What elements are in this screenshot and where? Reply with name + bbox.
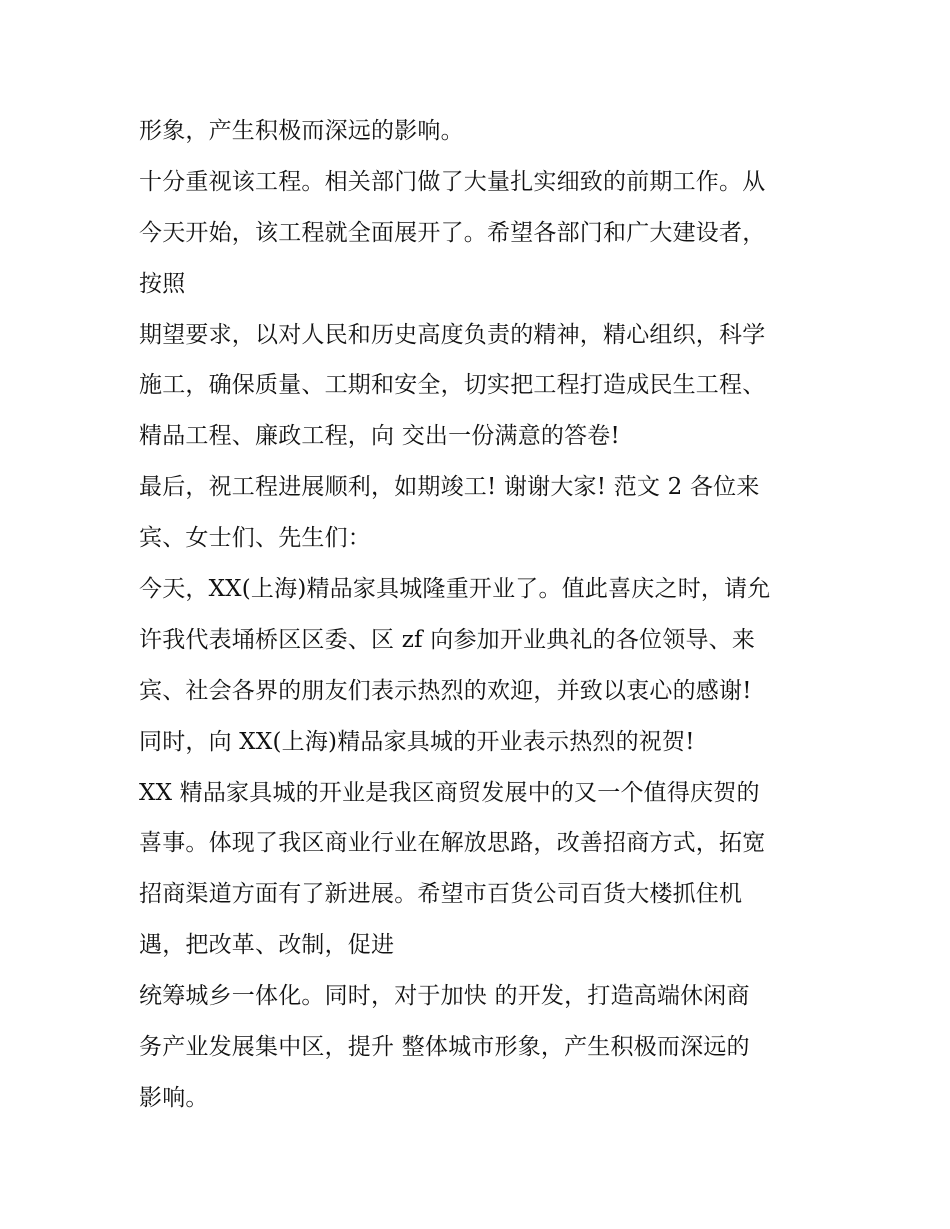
text-line: 十分重视该工程。相关部门做了大量扎实细致的前期工作。从 xyxy=(139,168,766,195)
text-line: 宾、社会各界的朋友们表示热烈的欢迎，并致以衷心的感谢! xyxy=(139,677,752,704)
text-line: 宾、女士们、先生们： xyxy=(139,525,371,552)
text-line: 统筹城乡一体化。同时，对于加快 的开发，打造高端休闲商 xyxy=(139,983,750,1010)
text-line: 许我代表埇桥区区委、区 zf 向参加开业典礼的各位领导、来 xyxy=(139,626,756,653)
text-line: 形象，产生积极而深远的影响。 xyxy=(139,118,464,144)
text-line: 招商渠道方面有了新进展。希望市百货公司百货大楼抓住机 xyxy=(139,881,743,908)
text-line: 施工，确保质量、工期和安全，切实把工程打造成民生工程、 xyxy=(139,372,766,399)
text-line: 影响。 xyxy=(139,1084,209,1111)
document-body xyxy=(139,106,839,1124)
text-line: 期望要求，以对人民和历史高度负责的精神，精心组织，科学 xyxy=(139,321,766,348)
text-line: 今天开始，该工程就全面展开了。希望各部门和广大建设者， xyxy=(139,219,766,246)
text-line: 按照 xyxy=(139,270,186,297)
text-line: 精品工程、廉政工程，向 交出一份满意的答卷! xyxy=(139,423,620,450)
text-line: 务产业发展集中区，提升 整体城市形象，产生积极而深远的 xyxy=(139,1034,750,1061)
text-line: 同时，向 XX(上海)精品家具城的开业表示热烈的祝贺! xyxy=(139,728,695,755)
text-line: XX 精品家具城的开业是我区商贸发展中的又一个值得庆贺的 xyxy=(139,779,760,806)
text-line: 喜事。体现了我区商业行业在解放思路，改善招商方式，拓宽 xyxy=(139,830,766,857)
text-line: 今天，XX(上海)精品家具城隆重开业了。值此喜庆之时，请允 xyxy=(139,576,771,603)
text-line: 最后，祝工程进展顺利，如期竣工! 谢谢大家! 范文 2 各位来 xyxy=(139,474,760,501)
text-line: 遇，把改革、改制，促进 xyxy=(139,932,395,959)
